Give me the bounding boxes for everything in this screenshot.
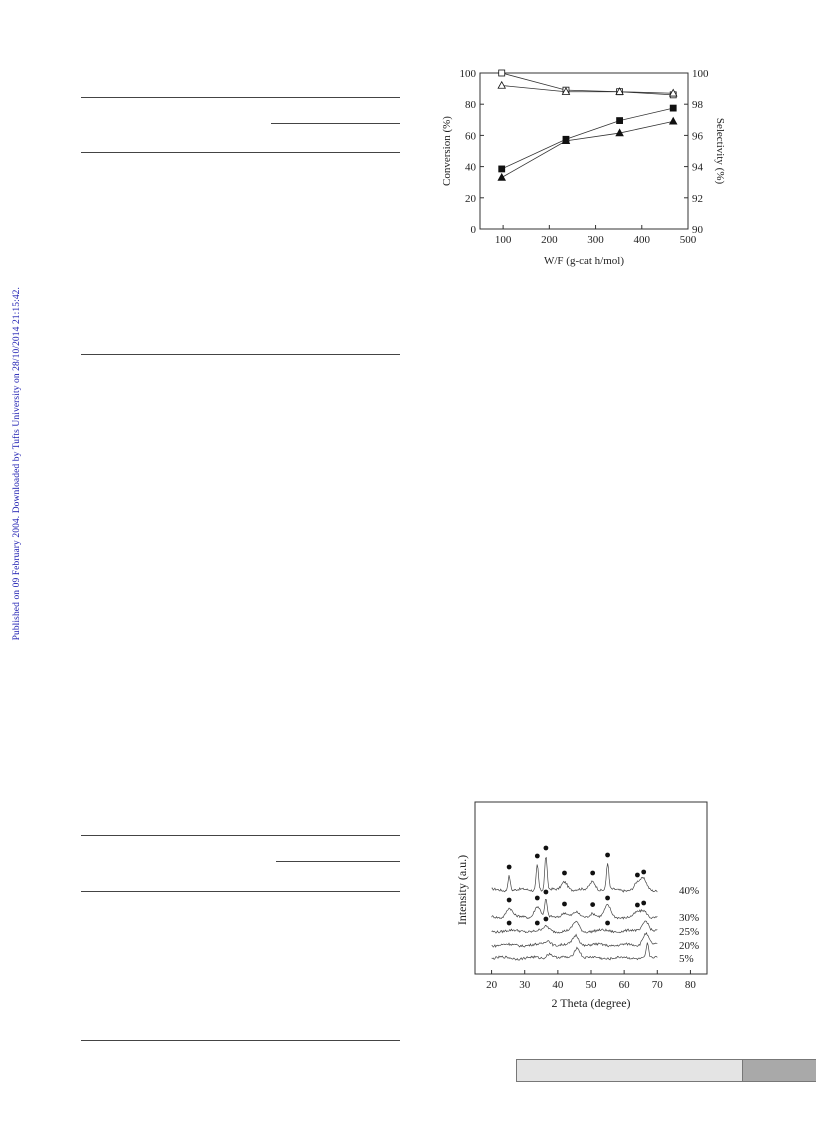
x-tick-label: 500 <box>679 234 697 246</box>
phase-marker-dot <box>605 853 610 858</box>
footer-bar-left <box>516 1059 744 1082</box>
data-point-square <box>499 70 505 76</box>
x-tick-label: 70 <box>651 979 663 991</box>
table2-subheader-rule <box>276 861 400 862</box>
data-point-triangle <box>670 118 677 125</box>
phase-marker-dot <box>562 871 567 876</box>
phase-marker-dot <box>544 917 549 922</box>
download-margin-note: Published on 09 February 2004. Downloaded by Tufts University on 28/10/2014 21:15:42. <box>12 287 22 641</box>
footer-bar-right <box>742 1059 816 1082</box>
series-label: 5% <box>679 953 694 965</box>
y-axis-label: Conversion (%) <box>441 116 453 186</box>
data-point-triangle <box>498 174 505 181</box>
conversion-selectivity-chart <box>430 60 730 275</box>
series-line-1 <box>502 108 673 169</box>
table-top-rule <box>81 97 400 98</box>
data-point-square <box>499 166 505 172</box>
y-tick-label: 20 <box>465 192 476 205</box>
y-tick-label: 80 <box>465 99 476 112</box>
x-axis-label: 2 Theta (degree) <box>551 996 631 1010</box>
y-tick-label: 40 <box>465 161 476 174</box>
y2-axis-label: Selectivity (%) <box>714 117 726 185</box>
x-tick-label: 20 <box>486 979 498 991</box>
phase-marker-dot <box>535 854 540 859</box>
x-tick-label: 300 <box>587 234 604 246</box>
x-tick-label: 60 <box>618 979 630 991</box>
series-line-2 <box>502 121 673 177</box>
phase-marker-dot <box>507 865 512 870</box>
plot-frame <box>480 73 688 229</box>
x-tick-label: 100 <box>494 234 512 246</box>
x-tick-label: 200 <box>541 234 558 246</box>
y-tick-label: 60 <box>465 130 476 143</box>
x-axis-label: W/F (g-cat h/mol) <box>543 255 625 267</box>
x-tick-label: 400 <box>633 234 651 246</box>
xrd-pattern-chart <box>445 795 720 1015</box>
phase-marker-dot <box>562 902 567 907</box>
series-label: 25% <box>679 926 700 938</box>
phase-marker-dot <box>544 846 549 851</box>
phase-marker-dot <box>635 873 640 878</box>
xrd-trace <box>492 933 658 947</box>
table2-header-rule <box>81 891 400 892</box>
phase-marker-dot <box>590 871 595 876</box>
table-subheader-rule <box>271 123 400 124</box>
x-tick-label: 50 <box>585 979 597 991</box>
y2-tick-label: 98 <box>692 99 703 112</box>
table-bottom-rule <box>81 354 400 355</box>
phase-marker-dot <box>507 921 512 926</box>
series-label: 20% <box>679 940 700 952</box>
y2-tick-label: 96 <box>692 130 703 143</box>
phase-marker-dot <box>641 870 646 875</box>
table-header-rule <box>81 152 400 153</box>
series-label: 30% <box>679 912 700 924</box>
data-point-triangle <box>498 82 505 89</box>
data-point-square <box>617 118 623 124</box>
data-point-square <box>670 105 676 111</box>
table2-bottom-rule <box>81 1040 400 1041</box>
x-tick-label: 80 <box>684 979 696 991</box>
phase-marker-dot <box>535 921 540 926</box>
series-line-4 <box>502 85 673 93</box>
y2-tick-label: 94 <box>692 161 703 174</box>
phase-marker-dot <box>641 901 646 906</box>
y2-tick-label: 100 <box>692 68 709 80</box>
phase-marker-dot <box>635 903 640 908</box>
series-label: 40% <box>679 885 700 897</box>
xrd-trace <box>492 900 658 919</box>
xrd-trace <box>492 921 658 933</box>
x-tick-label: 30 <box>519 979 531 991</box>
phase-marker-dot <box>507 898 512 903</box>
table2-top-rule <box>81 835 400 836</box>
phase-marker-dot <box>535 896 540 901</box>
y-tick-label: 0 <box>470 224 476 236</box>
phase-marker-dot <box>605 896 610 901</box>
y-tick-label: 100 <box>459 68 476 80</box>
xrd-trace <box>492 858 658 893</box>
y-axis-label: Intensity (a.u.) <box>455 854 469 926</box>
plot-frame <box>475 802 707 974</box>
phase-marker-dot <box>590 902 595 907</box>
phase-marker-dot <box>544 890 549 895</box>
y2-tick-label: 92 <box>692 192 703 205</box>
phase-marker-dot <box>605 921 610 926</box>
x-tick-label: 40 <box>552 979 564 991</box>
y2-tick-label: 90 <box>692 224 703 236</box>
